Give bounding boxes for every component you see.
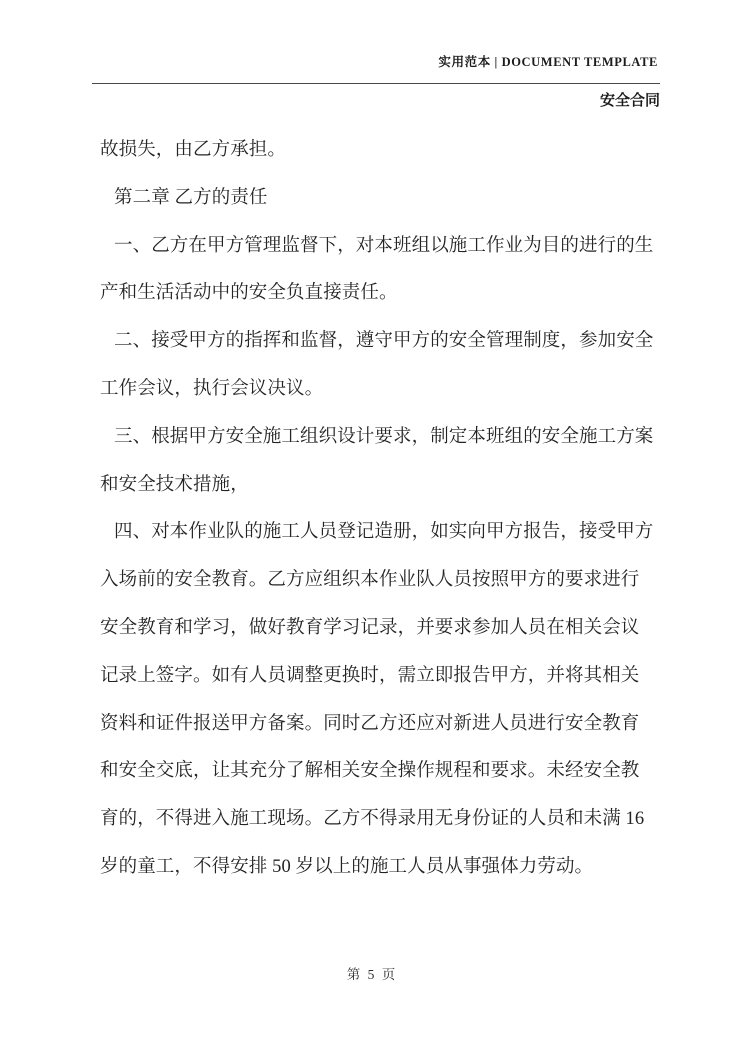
page-header xyxy=(92,0,660,120)
body-line: 记录上签字。如有人员调整更换时，需立即报告甲方，并将其相关 xyxy=(100,665,640,686)
document-body xyxy=(100,127,660,892)
document-title: 安全合同 xyxy=(599,93,660,109)
page-number-label: 第 5 页 xyxy=(346,967,398,982)
body-line: 和安全交底，让其充分了解相关安全操作规程和要求。未经安全教 xyxy=(100,761,640,782)
body-line: 岁的童工，不得安排 50 岁以上的施工人员从事强体力劳动。 xyxy=(100,856,594,877)
body-line: 二、接受甲方的指挥和监督，遵守甲方的安全管理制度，参加安全 xyxy=(114,331,654,352)
body-line: 第二章 乙方的责任 xyxy=(114,187,268,208)
body-line: 育的，不得进入施工现场。乙方不得录用无身份证的人员和未满 16 xyxy=(100,809,645,830)
header-brand-label: 实用范本 | DOCUMENT TEMPLATE xyxy=(438,55,658,69)
body-line: 一、乙方在甲方管理监督下，对本班组以施工作业为目的进行的生 xyxy=(114,235,654,256)
body-line: 三、根据甲方安全施工组织设计要求，制定本班组的安全施工方案 xyxy=(114,426,654,447)
body-line: 安全教育和学习，做好教育学习记录，并要求参加人员在相关会议 xyxy=(100,617,640,638)
body-line: 入场前的安全教育。乙方应组织本作业队人员按照甲方的要求进行 xyxy=(100,570,640,591)
body-line: 工作会议，执行会议决议。 xyxy=(100,378,324,399)
body-line: 故损失，由乙方承担。 xyxy=(100,140,287,160)
body-line: 资料和证件报送甲方备案。同时乙方还应对新进人员进行安全教育 xyxy=(100,713,640,734)
body-line: 四、对本作业队的施工人员登记造册，如实向甲方报告，接受甲方 xyxy=(114,522,654,543)
header-divider xyxy=(92,83,660,84)
body-line: 和安全技术措施， xyxy=(100,474,249,495)
body-line: 产和生活活动中的安全负直接责任。 xyxy=(100,283,398,304)
